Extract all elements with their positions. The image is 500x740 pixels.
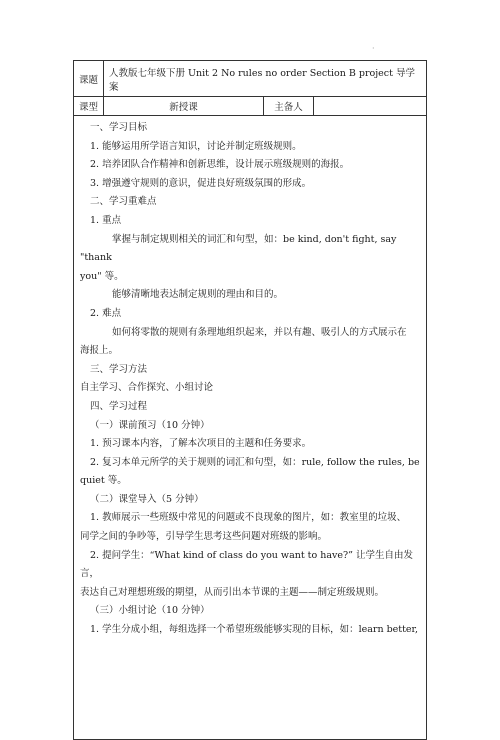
content-line: 掌握与制定规则相关的词汇和句型，如：be kind, don't fight, say "thank	[80, 233, 397, 264]
type-value: 新授课	[104, 97, 264, 116]
content-line: quiet 等。	[80, 475, 127, 487]
content-line: you" 等。	[80, 270, 124, 282]
preparer-value	[314, 97, 427, 116]
type-label: 课型	[74, 97, 104, 116]
content-line: 1. 能够运用所学语言知识，讨论并制定班级规则。	[90, 140, 302, 152]
content-line: 如何将零散的规则有条理地组织起来，并以有趣、吸引人的方式展示在	[112, 326, 407, 338]
content-line: 同学之间的争吵等，引导学生思考这些问题对班级的影响。	[80, 531, 328, 543]
content-row	[74, 116, 427, 740]
content-line: 1. 学生分成小组，每组选择一个希望班级能够实现的目标，如：learn better,	[90, 624, 419, 636]
lesson-plan-table	[73, 60, 427, 740]
content-line: （二）课堂导入（5 分钟）	[90, 493, 204, 505]
content-line: 自主学习、合作探究、小组讨论	[80, 382, 214, 394]
content-line: 二、学习重难点	[90, 196, 157, 208]
title-row	[74, 61, 427, 97]
page-mark: ·	[372, 44, 375, 53]
content-line: 2. 培养团队合作精神和创新思维，设计展示班级规则的海报。	[90, 159, 350, 171]
content-line: 四、学习过程	[90, 400, 148, 412]
content-line: （一）课前预习（10 分钟）	[90, 419, 210, 431]
title-label: 课题	[74, 61, 104, 97]
content-line: 表达自己对理想班级的期望，从而引出本节课的主题——制定班级规则。	[80, 586, 385, 598]
content-line: 三、学习方法	[90, 363, 148, 375]
content-line: 一、学习目标	[90, 122, 148, 133]
content-line: 3. 增强遵守规则的意识，促进良好班级氛围的形成。	[90, 177, 312, 189]
title-value: 人教版七年级下册 Unit 2 No rules no order Section B project 导学案	[104, 61, 427, 97]
content-line: 1. 预习课本内容，了解本次项目的主题和任务要求。	[90, 438, 312, 450]
content-line: 能够清晰地表达制定规则的理由和目的。	[112, 289, 284, 301]
content-line: 1. 重点	[90, 214, 122, 226]
content-line: 1. 教师展示一些班级中常见的问题或不良现象的图片，如：教室里的垃圾、	[90, 512, 407, 524]
content-line: 海报上。	[80, 345, 119, 357]
content-line: 2. 难点	[90, 307, 122, 319]
content-cell	[74, 116, 427, 740]
content-line: 2. 提问学生：“What kind of class do you want to have?” 让学生自由发言，	[80, 549, 413, 580]
type-row	[74, 97, 427, 116]
content-line: 2. 复习本单元所学的关于规则的词汇和句型，如：rule, follow the rules, be	[90, 456, 420, 468]
preparer-label: 主备人	[264, 97, 314, 116]
content-line: （三）小组讨论（10 分钟）	[90, 605, 210, 617]
